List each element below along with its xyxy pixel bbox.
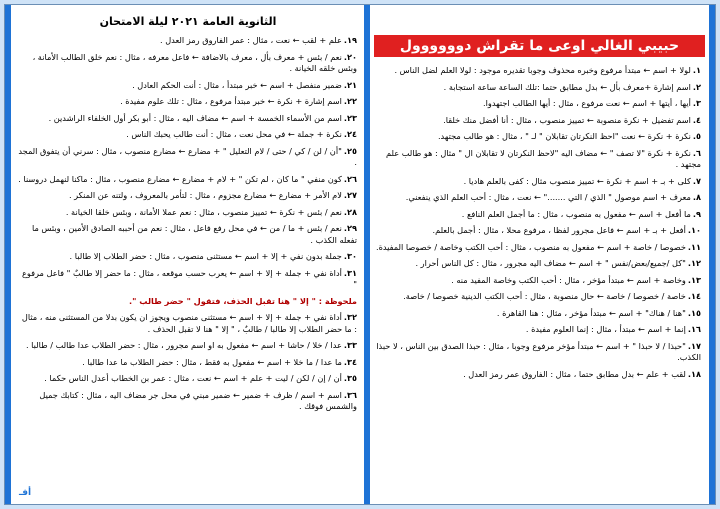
- rule-number: ٣٦.: [343, 389, 357, 400]
- rule-text: كون منفي " ما كان ، لم تكن " + لام + مضارع ← مضارع منصوب ، مثال : ماكنا لنهمل دروسنا .: [18, 173, 342, 184]
- rule-item: [17, 373, 357, 385]
- rule-text: جملة بدون نفي + إلا + اسم ← مستثنى منصوب ، مثال : حضر الطلاب إلا طالبا .: [69, 251, 342, 261]
- rule-item: [376, 275, 701, 287]
- rule-number: ٢١.: [343, 79, 357, 90]
- rule-number: ١.: [692, 65, 701, 75]
- rule-number: ٢٥.: [343, 145, 357, 156]
- rule-text: "أن / لن / كي / حتى / لام التعليل " + مضارع ← مضارع منصوب ، مثال : سرني أن يتفوق المجد .: [18, 145, 357, 167]
- rule-item: [376, 324, 701, 336]
- rule-number: ١٨.: [687, 368, 701, 379]
- rule-item: [17, 80, 357, 92]
- rule-item: [376, 148, 701, 171]
- rule-text: نعم / بئس + ما / من ← في محل رفع فاعل ، مثال : نعم من أحببه الصادق الأمين ، وبئس ما تفعله الكذب .: [31, 223, 357, 245]
- rule-number: ٣٣.: [343, 340, 357, 350]
- rule-text: لقب + علم ← بدل مطابق حتما ، مثال : الفاروق عمر رمز العدل .: [463, 368, 686, 379]
- rule-text: لام الأمر + مضارع ← مضارع مجزوم ، مثال : لتأمر بالمعروف ، ولتنه عن المنكر .: [68, 190, 342, 200]
- rule-text: "كل /جميع/بعض/نفس " + اسم ← مضاف اليه مجرور ، مثال : كل الناس أحرار .: [415, 258, 686, 268]
- rule-item: [17, 223, 357, 246]
- rule-text: "حبذا / لا حبذا " + اسم ← مبتدأ مؤخر مرفوع وجوبا ، مثال : حبذا الصدق بين الناس ، لا حبذا الكذب.: [376, 340, 701, 362]
- rule-text: خاصة / خصوصا / خاصة ← حال منصوبة ، مثال : أحب الكتب الدينية خصوصا / خاصة.: [403, 291, 686, 301]
- rule-number: ٩.: [692, 208, 701, 219]
- rule-number: ١٦.: [687, 324, 701, 334]
- rule-text: إنما + اسم ← مبتدأ ، مثال : إنما العلوم مفيدة .: [525, 324, 686, 334]
- rule-text: نعم / بئس + نكرة ← تمييز منصوب ، مثال : نعم عملا الأمانة ، وبئس خلقا الخيانة .: [65, 206, 342, 217]
- rule-item: [17, 207, 357, 219]
- rule-number: ٦.: [692, 147, 701, 158]
- rule-text: ما عدا / ما خلا + اسم ← مفعول به فقط ، مثال : حضر الطلاب ما عدا طالبا .: [82, 356, 342, 367]
- rule-item: [17, 390, 357, 413]
- rule-item: [376, 341, 701, 364]
- rule-number: ١١.: [687, 241, 701, 252]
- rule-text: اسم تفضيل + نكرة منصوبة ← تمييز منصوب ، مثال : أنا أفضل منك خلقا.: [443, 114, 691, 125]
- rule-number: ٢٢.: [343, 96, 357, 106]
- rule-number: ١٥.: [687, 307, 701, 318]
- note-item: [17, 296, 357, 308]
- rule-item: [376, 176, 701, 188]
- rule-item: [376, 308, 701, 320]
- rule-text: نكرة + نكرة "لا تصف " ← مضاف اليه "لاحظ النكرتان لا تقابلان ال " مثال : هو طالب علم مجتهد .: [386, 147, 701, 169]
- rule-text: كلى + بـ + اسم + نكرة ← تمييز منصوب مثال : كفى بالعلم هاديا .: [463, 175, 691, 186]
- rule-text: وخاصة + اسم ← مبتدأ مؤخر ، مثال : أحب الكتب وخاصة المفيد منه .: [451, 274, 686, 285]
- document-page: [4, 4, 716, 505]
- rule-number: ٣١.: [343, 267, 357, 278]
- rule-number: ٢٦.: [343, 173, 357, 184]
- rule-item: [17, 113, 357, 125]
- rule-number: ٢٩.: [343, 223, 357, 233]
- rule-text: معرف + اسم موصول " الذي / التي ......." ← نعت ، مثال : أحب العلم الذي ينفعني.: [405, 192, 691, 202]
- rule-item: [17, 146, 357, 169]
- rule-text: ملحوظة : " إلا " هنا تقبل الحذف، فتقول " حضر طالب ".: [129, 295, 357, 306]
- rule-text: أيها ، أيتها + اسم ← نعت مرفوع ، مثال : أيها الطالب اجتهدوا.: [483, 98, 691, 108]
- rule-number: ٢.: [692, 81, 701, 92]
- rule-text: اسم من الأسماء الخمسة + اسم ← مضاف اليه ، مثال : أبو بكر أول الخلفاء الراشدين .: [48, 112, 342, 123]
- rule-number: ٣٠.: [343, 251, 357, 261]
- rule-text: أن / إن / لكن / ليت + علم + اسم ← نعت ، مثال : عمر بن الخطاب أعدل الناس حكما .: [44, 373, 342, 383]
- rule-number: ٣٥.: [343, 373, 357, 383]
- rule-item: [17, 357, 357, 369]
- rule-item: [376, 98, 701, 110]
- rule-item: [376, 258, 701, 270]
- rule-item: [17, 251, 357, 263]
- rule-item: [17, 52, 357, 75]
- rule-number: ٤.: [692, 114, 701, 125]
- rule-item: [376, 192, 701, 204]
- rule-text: ما أفعل + اسم ← مفعول به منصوب ، مثال : ما أجمل العلم النافع .: [461, 208, 691, 219]
- rule-text: علم + لقب ← نعت ، مثال : عمر الفاروق رمز العدل .: [160, 35, 342, 45]
- rule-number: ١٤.: [687, 291, 701, 301]
- rule-text: ضمير منفصل + اسم ← خبر مبتدأ ، مثال : أنت الحكم العادل .: [132, 79, 342, 90]
- rule-text: عدا / خلا / حاشا + اسم ← مفعول به او اسم مجرور ، مثال : حضر الطلاب عدا طالب / طالبا .: [25, 340, 342, 350]
- rule-item: [376, 291, 701, 303]
- rule-text: أداة نفي + جملة + إلا + اسم ← مستثنى منصوب ويجوز ان يكون بدلا من المستثنى منه ، مثال : ما حضر الطلاب إلا طالبا / طالبٌ ، " إلا " هنا لا تقبل الحذف .: [21, 312, 357, 334]
- rule-text: اسم + اسم / ظرف + ضمير ← ضمير مبني في محل جر مضاف اليه ، مثال : كتابك جميل والشمس فوقك .: [39, 389, 357, 411]
- rule-item: [376, 225, 701, 237]
- rule-item: [17, 340, 357, 352]
- page-header: الثانوية العامة ٢٠٢١ ليلة الامتحان: [99, 15, 277, 28]
- rule-number: ١٣.: [687, 274, 701, 285]
- rule-number: ١٠.: [687, 225, 701, 235]
- rule-text: أفعل + بـ + اسم ← فاعل مجرور لفظا ، مرفوع محلا ، مثال : أجمل بالعلم.: [432, 225, 686, 235]
- rule-text: اسم إشارة +معرف بأل ← بدل مطابق حتما :تلك الساعة ساعة استجابة .: [443, 81, 691, 92]
- rule-item: [17, 312, 357, 335]
- rule-number: ٣٢.: [343, 312, 357, 322]
- rule-number: ٢٨.: [343, 206, 357, 217]
- rule-item: [376, 82, 701, 94]
- rule-item: [17, 190, 357, 202]
- rule-text: أداة نفي + جملة + إلا + اسم ← يعرب حسب موقعه ، مثال : ما حضر إلا طالبٌ " فاعل مرفوع ": [21, 267, 357, 289]
- rule-number: ٣.: [692, 98, 701, 108]
- rule-item: [376, 242, 701, 254]
- rule-text: خصوصا / خاصة + اسم ← مفعول به منصوب ، مثال : أحب الكتب وخاصة / خصوصا المفيدة.: [375, 241, 686, 252]
- rule-item: [17, 35, 357, 47]
- rule-item: [376, 369, 701, 381]
- rules-list-left: [17, 35, 357, 418]
- stamp-mark: أفـ: [19, 488, 32, 498]
- rule-number: ١٢.: [687, 258, 701, 268]
- rule-number: ٢٣.: [343, 112, 357, 123]
- rules-list-right: [376, 65, 701, 385]
- rule-text: نكرة + نكرة ← نعت "احظ النكرتان تقابلان " لـ " ، مثال : هو طالب مجتهد.: [437, 131, 691, 141]
- rule-text: نكرة + جملة ← في محل نعت ، مثال : أنت طالب يحبك الناس .: [126, 129, 342, 139]
- rule-number: ٢٧.: [343, 190, 357, 200]
- rule-item: [376, 65, 701, 77]
- warning-banner: حبيبي الغالي اوعى ما تقراش دوووووول: [374, 35, 705, 57]
- rule-text: "هنا / هناك" + اسم ← مبتدأ مؤخر ، مثال : هنا القاهرة .: [496, 307, 686, 318]
- rule-item: [17, 96, 357, 108]
- rule-item: [17, 174, 357, 186]
- rule-number: ٣٤.: [343, 356, 357, 367]
- rule-number: ١٩.: [343, 35, 357, 45]
- rule-number: ٥.: [692, 131, 701, 141]
- right-column: [370, 5, 715, 504]
- rule-number: ٢٤.: [343, 129, 357, 139]
- rule-item: [376, 131, 701, 143]
- rule-item: [376, 115, 701, 127]
- left-column: [5, 5, 365, 504]
- rule-number: ٧.: [692, 175, 701, 186]
- rule-text: اسم إشارة + نكرة ← خبر مبتدأ مرفوع ، مثال : تلك علوم مفيدة .: [120, 96, 342, 106]
- rule-item: [376, 209, 701, 221]
- rule-number: ١٧.: [687, 340, 701, 351]
- rule-number: ٢٠.: [343, 51, 357, 62]
- rule-item: [17, 268, 357, 291]
- rule-text: نعم / بئس + معرف بأل ، معرف بالاضافة ← فاعل معرفه ، مثال : نعم خلق الطالب الأمانة ، وبئس خلقه الخيانة .: [32, 51, 357, 73]
- rule-number: ٨.: [692, 192, 701, 202]
- rule-text: لولا + اسم ← مبتدأ مرفوع وخبره محذوف وجوبا تقديره موجود : لولا العلم لضل الناس .: [394, 65, 691, 75]
- rule-item: [17, 129, 357, 141]
